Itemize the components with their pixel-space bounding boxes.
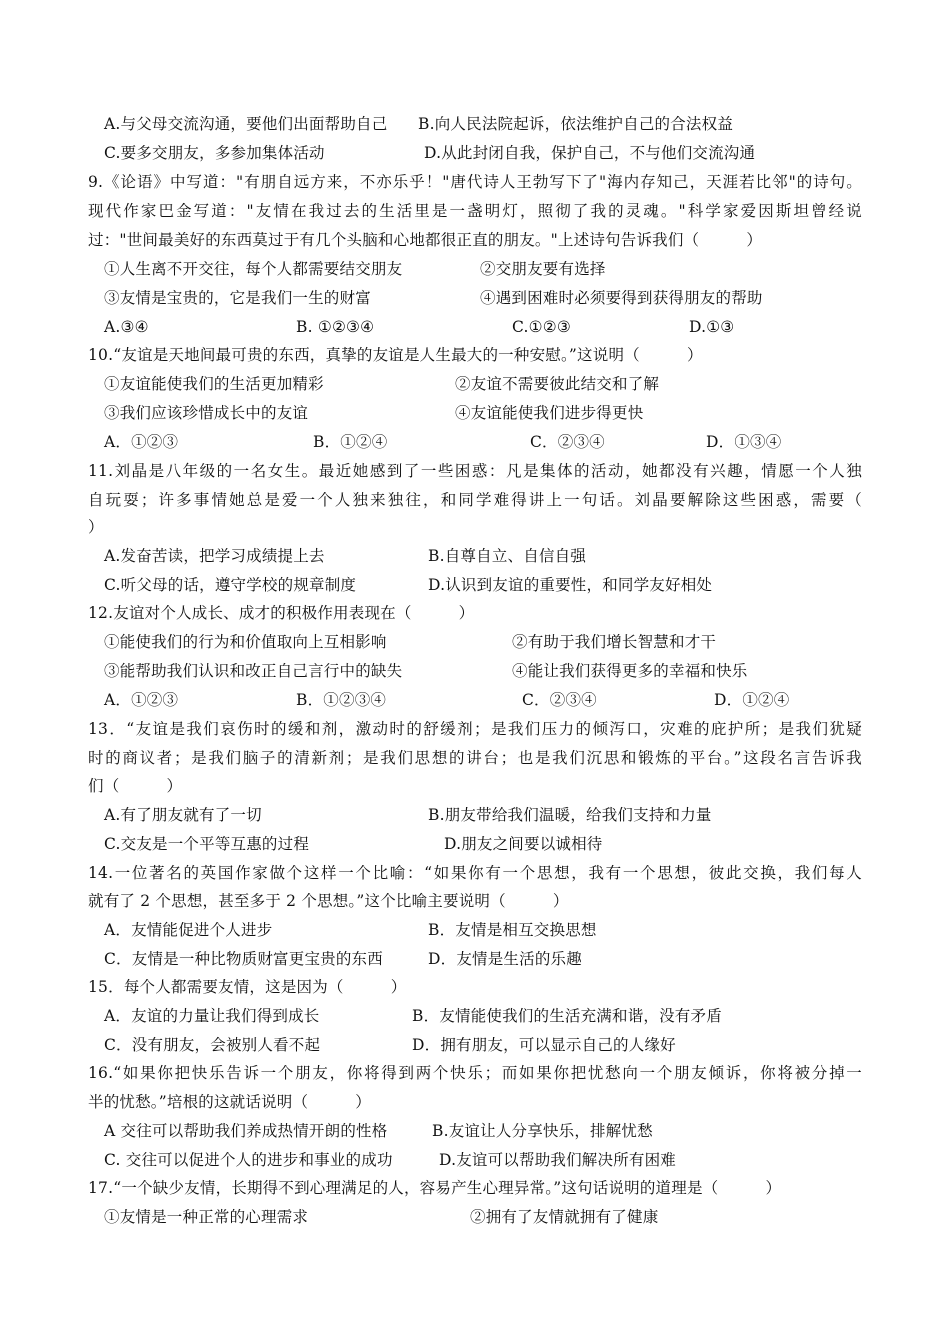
q8-option-a: A.与父母交流沟通，要他们出面帮助自己	[104, 115, 388, 133]
q13-stem-line: 13．“友谊是我们哀伤时的缓和剂，激动时的舒缓剂；是我们压力的倾泻口，灾难的庇护所；是我们犹疑	[88, 720, 862, 738]
q11-option-d: D.认识到友谊的重要性，和同学友好相处	[428, 576, 713, 594]
q14-stem-line: 14.一位著名的英国作家做个这样一个比喻：“如果你有一个思想，我有一个思想，彼此交换，我们每人	[88, 864, 862, 882]
q10-option-b: B．①②④	[313, 433, 388, 451]
q10-option-a: A．①②③	[104, 433, 179, 451]
q9-stem-line: 过："世间最美好的东西莫过于有几个头脑和心地都很正直的朋友。"上述诗句告诉我们（ ）	[88, 231, 763, 249]
q14-option-c: C．友情是一种比物质财富更宝贵的东西	[104, 950, 383, 968]
q11-stem-line: 自玩耍；许多事情她总是爱一个人独来独往，和同学难得讲上一句话。刘晶要解除这些困惑，需要（	[88, 491, 862, 509]
q12-item-1: ①能使我们的行为和价值取向上互相影响	[104, 633, 387, 651]
q16-stem-line: 半的忧愁。”培根的这就话说明（ ）	[88, 1093, 371, 1111]
q13-option-b: B.朋友带给我们温暖，给我们支持和力量	[428, 806, 712, 824]
q15-option-b: B．友情能使我们的生活充满和谐，没有矛盾	[412, 1007, 722, 1025]
q12-item-2: ②有助于我们增长智慧和才干	[512, 633, 717, 651]
q17-item-2: ②拥有了友情就拥有了健康	[470, 1208, 659, 1226]
q16-option-b: B.友谊让人分享快乐，排解忧愁	[432, 1122, 653, 1140]
q9-option-c: C.①②③	[512, 318, 571, 336]
q17-item-1: ①友情是一种正常的心理需求	[104, 1208, 309, 1226]
q9-item-1: ①人生离不开交往，每个人都需要结交朋友	[104, 260, 403, 278]
q10-item-1: ①友谊能使我们的生活更加精彩	[104, 375, 324, 393]
q10-item-2: ②友谊不需要彼此结交和了解	[455, 375, 660, 393]
q10-item-4: ④友谊能使我们进步得更快	[455, 404, 644, 422]
q10-stem: 10.“友谊是天地间最可贵的东西，真挚的友谊是人生最大的一种安慰。”这说明（ ）	[88, 346, 703, 364]
q12-option-c: C．②③④	[522, 691, 597, 709]
q15-stem: 15．每个人都需要友情，这是因为（ ）	[88, 978, 407, 996]
q12-item-3: ③能帮助我们认识和改正自己言行中的缺失	[104, 662, 403, 680]
q13-option-c: C.交友是一个平等互惠的过程	[104, 835, 310, 853]
q17-stem: 17.“一个缺少友情，长期得不到心理满足的人，容易产生心理异常。”这句话说明的道理是（ ）	[88, 1179, 782, 1197]
q11-option-c: C.听父母的话，遵守学校的规章制度	[104, 576, 357, 594]
q14-stem-line: 就有了 2 个思想，甚至多于 2 个思想。”这个比喻主要说明（ ）	[88, 892, 569, 910]
q12-item-4: ④能让我们获得更多的幸福和快乐	[512, 662, 748, 680]
q13-stem-line: 时的商议者；是我们脑子的清新剂；是我们思想的讲台；也是我们沉思和锻炼的平台。”这段名言告诉我	[88, 749, 862, 767]
q9-option-d: D.①③	[689, 318, 735, 336]
q16-stem-line: 16.“如果你把快乐告诉一个朋友，你将得到两个快乐；而如果你把忧愁向一个朋友倾诉，你将被分掉一	[88, 1064, 862, 1082]
q9-item-2: ②交朋友要有选择	[480, 260, 606, 278]
q11-stem-line: ）	[88, 518, 104, 536]
q16-option-d: D.友谊可以帮助我们解决所有困难	[439, 1151, 677, 1169]
q13-stem-line: 们（ ）	[88, 777, 183, 795]
q9-item-4: ④遇到困难时必须要得到获得朋友的帮助	[480, 289, 763, 307]
q11-option-a: A.发奋苦读，把学习成绩提上去	[104, 547, 325, 565]
q15-option-c: C．没有朋友，会被别人看不起	[104, 1036, 321, 1054]
q8-option-b: B.向人民法院起诉，依法维护自己的合法权益	[418, 115, 734, 133]
q13-option-d: D.朋友之间要以诚相待	[444, 835, 603, 853]
q13-option-a: A.有了朋友就有了一切	[104, 806, 262, 824]
q8-option-c: C.要多交朋友，多参加集体活动	[104, 144, 325, 162]
q9-option-b: B. ①②③④	[296, 318, 375, 336]
q12-option-b: B．①②③④	[296, 691, 387, 709]
q9-item-3: ③友情是宝贵的，它是我们一生的财富	[104, 289, 371, 307]
q14-option-a: A．友情能促进个人进步	[104, 921, 273, 939]
q15-option-d: D．拥有朋友，可以显示自己的人缘好	[412, 1036, 676, 1054]
q10-option-c: C．②③④	[530, 433, 605, 451]
q12-option-a: A．①②③	[104, 691, 179, 709]
q10-option-d: D．①③④	[706, 433, 782, 451]
q16-option-c: C. 交往可以促进个人的进步和事业的成功	[104, 1151, 393, 1169]
q10-item-3: ③我们应该珍惜成长中的友谊	[104, 404, 309, 422]
q12-option-d: D．①②④	[714, 691, 790, 709]
q9-stem-line: 9.《论语》中写道："有朋自远方来，不亦乐乎！"唐代诗人王勃写下了"海内存知己，天涯若比邻"的诗句。	[88, 173, 862, 191]
q12-stem: 12.友谊对个人成长、成才的积极作用表现在（ ）	[88, 604, 475, 622]
q8-option-d: D.从此封闭自我，保护自己，不与他们交流沟通	[424, 144, 756, 162]
q14-option-d: D．友情是生活的乐趣	[428, 950, 582, 968]
q14-option-b: B．友情是相互交换思想	[428, 921, 597, 939]
q16-option-a: A 交往可以帮助我们养成热情开朗的性格	[104, 1122, 388, 1140]
q11-stem-line: 11.刘晶是八年级的一名女生。最近她感到了一些困惑：凡是集体的活动，她都没有兴趣，情愿一个人独	[88, 462, 862, 480]
q9-stem-line: 现代作家巴金写道："友情在我过去的生活里是一盏明灯，照彻了我的灵魂。"科学家爱因斯坦曾经说	[88, 202, 862, 220]
q9-option-a: A.③④	[104, 318, 149, 336]
q11-option-b: B.自尊自立、自信自强	[428, 547, 587, 565]
q15-option-a: A．友谊的力量让我们得到成长	[104, 1007, 320, 1025]
